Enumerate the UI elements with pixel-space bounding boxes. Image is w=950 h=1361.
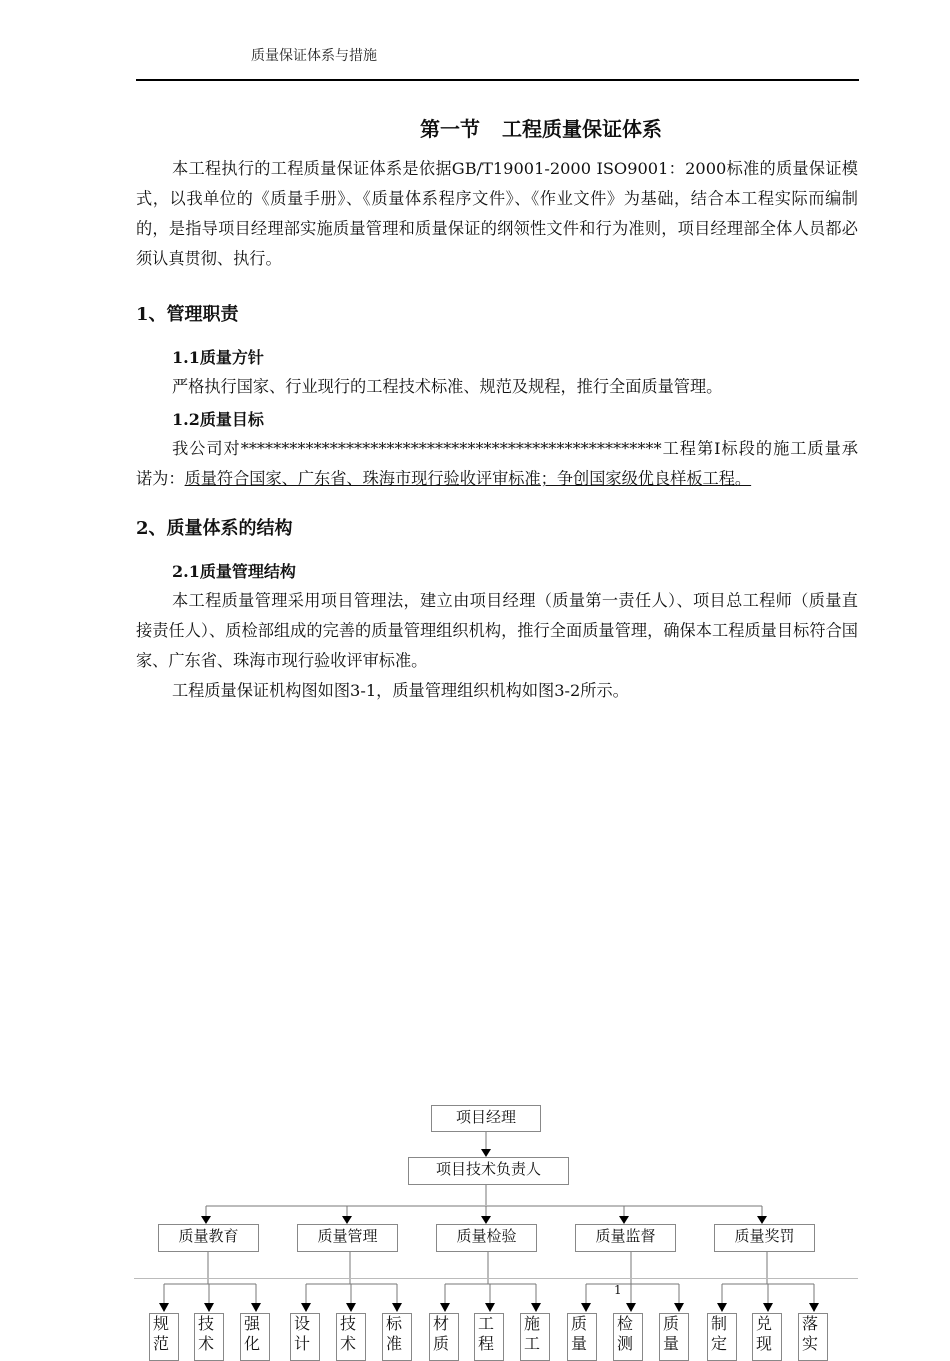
org-leaf: 制定: [707, 1313, 737, 1361]
quality-target-commitment: 质量符合国家、广东省、珠海市现行验收评审标准；争创国家级优良样板工程。: [184, 469, 752, 488]
org-node-project-manager: 项目经理: [431, 1105, 541, 1132]
running-header: 质量保证体系与措施: [251, 48, 377, 64]
org-leaf: 质量: [659, 1313, 689, 1361]
section-title-number: 第一节: [420, 117, 480, 141]
quality-target-lead: 我公司对****************************************************工程第Ⅰ标段的施工质量承诺为：: [136, 439, 858, 488]
page-number: 1: [614, 1283, 622, 1297]
org-leaf: 检测: [613, 1313, 643, 1361]
org-leaf: 规范: [149, 1313, 179, 1361]
footer-rule: [134, 1278, 858, 1279]
org-leaf: 强化: [240, 1313, 270, 1361]
quality-policy-text: 严格执行国家、行业现行的工程技术标准、规范及规程，推行全面质量管理。: [172, 377, 723, 396]
org-leaf: 工程: [474, 1313, 504, 1361]
quality-structure-text: 本工程质量管理采用项目管理法，建立由项目经理（质量第一责任人）、项目总工程师（质量直接责任人）、质检部组成的完善的质量管理组织机构，推行全面质量管理，确保本工程质量目标符合国家、广东省、珠海市现行验收评审标准。: [136, 591, 858, 670]
org-leaf: 落实: [798, 1313, 828, 1361]
org-leaf: 质量: [567, 1313, 597, 1361]
org-node-quality-education: 质量教育: [158, 1224, 259, 1252]
org-node-quality-reward-penalty: 质量奖罚: [714, 1224, 815, 1252]
org-node-quality-inspection: 质量检验: [436, 1224, 537, 1252]
heading-quality-system-structure: 2、质量体系的结构: [136, 518, 293, 539]
heading-quality-policy: 1.1质量方针: [172, 348, 264, 367]
heading-management-duties: 1、管理职责: [136, 304, 239, 325]
org-node-quality-management: 质量管理: [297, 1224, 398, 1252]
intro-paragraph: 本工程执行的工程质量保证体系是依据GB/T19001-2000 ISO9001：2000标准的质量保证模式，以我单位的《质量手册》、《质量体系程序文件》、《作业文件》为基础，结合本工程实际而编制的，是指导项目经理部实施质量管理和质量保证的纲领性文件和行为准则，项目经理部全体人员都必须认真贯彻、执行。: [136, 159, 858, 268]
org-leaf: 技术: [336, 1313, 366, 1361]
org-node-quality-supervision: 质量监督: [575, 1224, 676, 1252]
org-node-technical-lead: 项目技术负责人: [408, 1157, 569, 1185]
section-title-text: 工程质量保证体系: [502, 117, 662, 141]
org-leaf: 技术: [194, 1313, 224, 1361]
org-leaf: 材质: [429, 1313, 459, 1361]
org-leaf: 施工: [520, 1313, 550, 1361]
org-leaf: 兑现: [752, 1313, 782, 1361]
figure-reference-text: 工程质量保证机构图如图3-1，质量管理组织机构如图3-2所示。: [172, 681, 629, 700]
org-leaf: 标准: [382, 1313, 412, 1361]
heading-quality-management-structure: 2.1质量管理结构: [172, 562, 296, 581]
heading-quality-target: 1.2质量目标: [172, 410, 264, 429]
org-leaf: 设计: [290, 1313, 320, 1361]
